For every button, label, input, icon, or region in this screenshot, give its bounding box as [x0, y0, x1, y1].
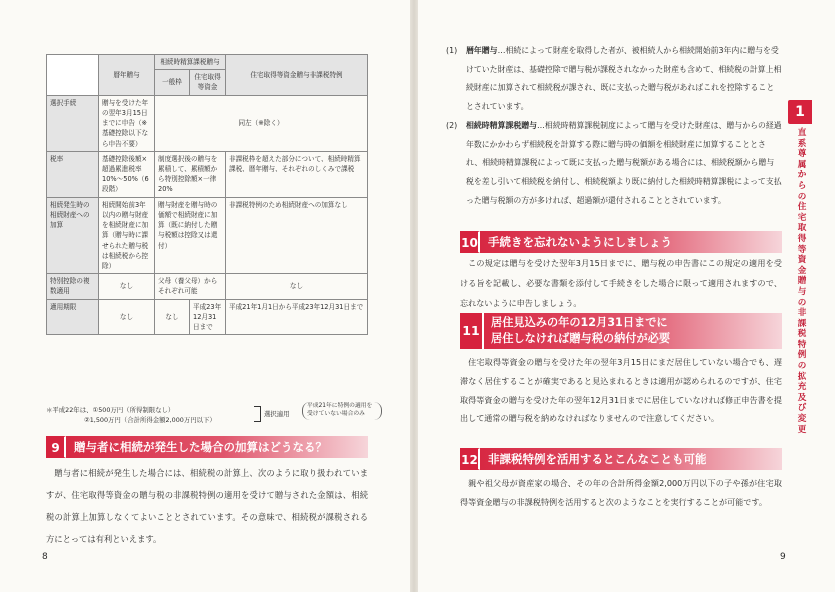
cell: 父母（養父母）からそれぞれ可能 — [155, 274, 226, 299]
section-9-body: 贈与者に相続が発生した場合には、相続税の計算上、次のように取り扱われていますが、住宅取得等資金の贈与税の非課税特例の適用を受けて贈与された金額は、相続税の計算上加算しなくてよいこととされています。その意味で、相続税が課税される方にとっては有利といえます。 — [46, 468, 368, 544]
item-title: 相続時精算課税贈与 — [466, 120, 538, 130]
row-label: 適用期限 — [47, 299, 99, 335]
row-label: 税率 — [47, 151, 99, 197]
item-marker: (1) — [446, 46, 458, 55]
section-title: 手続きを忘れないようにしましょう — [488, 235, 672, 249]
section-title: 贈与者に相続が発生した場合の加算はどうなる？ — [74, 440, 327, 454]
table-row — [47, 274, 368, 299]
cell: 平成23年12月31日まで — [190, 299, 226, 335]
row-label: 選択手続 — [47, 95, 99, 151]
header-gift: 暦年贈与 — [99, 55, 155, 96]
cell: なし — [99, 299, 155, 335]
header-exempt: 住宅取得等資金贈与非課税特例 — [226, 55, 368, 96]
cell: なし — [226, 274, 368, 299]
cell: なし — [99, 274, 155, 299]
cell: 贈与財産を贈与時の価額で相続財産に加算（既に納付した贈与税額は控除又は還付） — [155, 197, 226, 274]
chapter-vertical-title: 直系尊属からの住宅取得等資金贈与の非課税特例の拡充及び変更 — [797, 128, 807, 435]
section-number: 10 — [460, 231, 480, 253]
section-number: 11 — [460, 313, 484, 349]
table-row — [47, 299, 368, 335]
right-page-list — [446, 42, 782, 210]
item-text: …相続によって財産を取得した者が、被相続人から相続開始前3年内に贈与を受けていた財産は、基礎控除で贈与税が課税されなかった財産も含めて、相続税の計算上相続財産に加算されて相続税が課され、既に支払った贈与税があればこれを控除することとされています。 — [466, 46, 782, 112]
row-label: 特別控除の複数適用 — [47, 274, 99, 299]
comparison-table — [46, 54, 368, 335]
section-9-heading — [46, 436, 368, 458]
page-number-left: 8 — [42, 552, 48, 562]
cell: 非課税特例のため相続財産への加算なし — [226, 197, 368, 274]
section-title: 非課税特例を活用するとこんなことも可能 — [488, 452, 707, 466]
item-marker: (2) — [446, 120, 458, 130]
section-number: 12 — [460, 448, 480, 470]
book-gutter — [410, 0, 418, 592]
row-label: 相続発生時の相続財産への加算 — [47, 197, 99, 274]
paren-note: 平成21年に特例の適用を受けていない場合のみ — [302, 402, 382, 420]
header-housing: 住宅取得等資金 — [190, 70, 226, 95]
item-text: …相続時精算課税制度によって贈与を受けた財産は、贈与からの経過年数にかかわらず相続税を計算する際に贈与時の価額を相続財産に加算することとされ、相続時精算課税によって既に支払った贈与税額がある場合には、相続税額から贈与税を差し引いて相続税を納付し、相続税額より既に納付した相続時精算課税によって支払った贈与税額の方が多ければ、超過額が還付されることとされています。 — [466, 120, 782, 205]
section-12-body: 親や祖父母が資産家の場合、その年の合計所得金額2,000万円以下の子や孫が住宅取得等資金贈与の非課税特例を活用すると次のようなことを実行することが可能です。 — [460, 478, 782, 507]
cell: 基礎控除後額×超過累進税率10%～50%（6段階） — [99, 151, 155, 197]
cell: 相続開始前3年以内の贈与財産を相続財産に加算（贈与時に課せられた贈与税は相続税から控除） — [99, 197, 155, 274]
cell: 非課税枠を超えた部分について、相続時精算課税、暦年贈与、それぞれのしくみで課税 — [226, 151, 368, 197]
section-title-line1: 居住見込みの年の12月31日までに — [491, 316, 668, 329]
page-number-right: 9 — [780, 552, 786, 562]
section-12-heading — [460, 448, 782, 470]
footnote-line1: ＊平成22年は、①500万円（所得制限なし） — [46, 406, 175, 414]
section-10-heading — [460, 231, 782, 253]
table-row — [47, 151, 368, 197]
section-11-body: 住宅取得等資金の贈与を受けた年の翌年3月15日にまだ居住していない場合でも、遅滞なく居住することが確実であると見込まれるときは適用が認められるのですが、住宅取得等資金の贈与を受けた年の翌年12月31日までに居住していなければ修正申告書を提出して通常の贈与税を納めなければなりませんので注意してください。 — [460, 357, 782, 424]
section-title — [491, 315, 670, 347]
table-row — [47, 197, 368, 274]
table-row — [47, 95, 368, 151]
list-item — [446, 42, 782, 117]
section-10-body: この規定は贈与を受けた翌年3月15日までに、贈与税の申告書にこの規定の適用を受ける旨を記載し、必要な書類を添付して手続きをした場合に限って適用されますので、忘れないように申告しましょう。 — [460, 258, 782, 308]
cell: 贈与を受けた年の翌年3月15日までに申告（※基礎控除以下なら申告不要） — [99, 95, 155, 151]
section-title-line2: 居住しなければ贈与税の納付が必要 — [491, 332, 671, 345]
cell: 制度選択後の贈与を累積して、累積額から特別控除額×一律20% — [155, 151, 226, 197]
cell: なし — [155, 299, 190, 335]
cell: 同左（※除く） — [155, 95, 368, 151]
table-header-row — [47, 55, 368, 70]
section-number: 9 — [46, 436, 66, 458]
header-settlement: 相続時精算課税贈与 — [155, 55, 226, 70]
cell: 平成21年1月1日から平成23年12月31日まで — [226, 299, 368, 335]
select-apply-label: 選択適用 — [264, 410, 290, 418]
bracket-icon — [254, 406, 261, 422]
item-title: 暦年贈与 — [466, 46, 498, 55]
chapter-tab: 1 — [788, 100, 812, 124]
list-item — [446, 117, 782, 211]
section-11-heading — [460, 313, 782, 349]
footnote-line2: ②1,500万円（合計所得金額2,000万円以下） — [84, 416, 216, 425]
header-general: 一般枠 — [155, 70, 190, 95]
